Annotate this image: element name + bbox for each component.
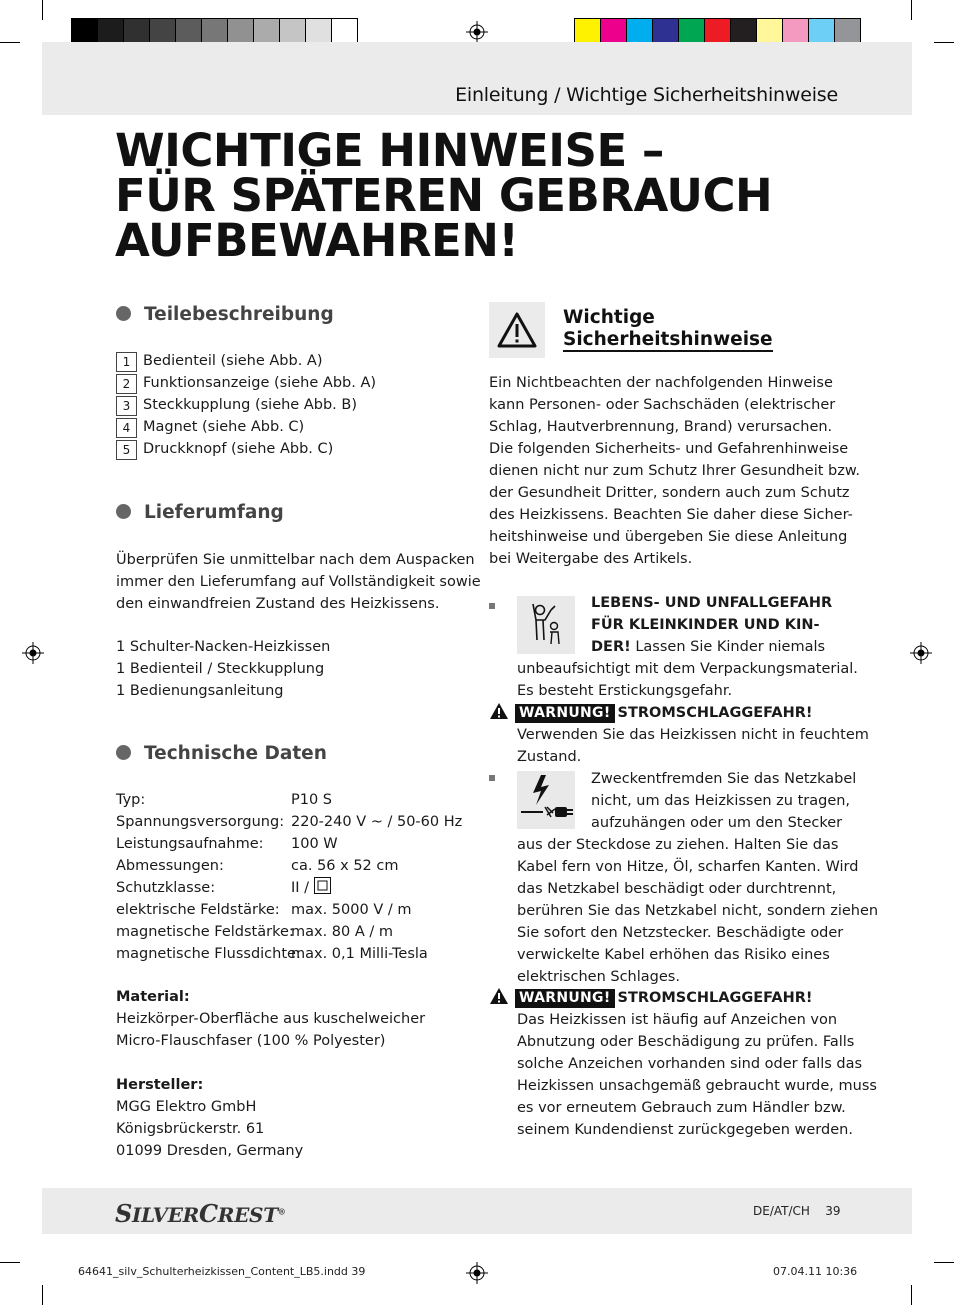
- page-title-line: FÜR SPÄTEREN GEBRAUCH: [115, 169, 773, 222]
- part-number: 5: [116, 440, 137, 460]
- manufacturer-block: Hersteller: MGG Elektro GmbH Königsbrückerstr. 61 01099 Dresden, Germany: [116, 1074, 303, 1162]
- cable-warning-pictogram: [517, 771, 575, 829]
- bullet-square-icon: [489, 775, 495, 781]
- page-title-line: WICHTIGE HINWEISE –: [115, 124, 664, 177]
- crop-mark: [42, 0, 43, 20]
- crop-mark: [934, 42, 954, 43]
- registration-mark-icon: [466, 21, 488, 43]
- warning-triangle-icon: [489, 702, 509, 720]
- specs-heading: Technische Daten: [116, 743, 327, 764]
- part-number: 3: [116, 396, 137, 416]
- warning-line: [489, 702, 813, 724]
- crop-mark: [42, 1285, 43, 1305]
- locale-label: DE/AT/CH: [753, 1204, 810, 1218]
- part-number: 2: [116, 374, 137, 394]
- material-label: Material:: [116, 989, 190, 1005]
- print-slug-date: 07.04.11 10:36: [773, 1265, 858, 1278]
- warning-line: [489, 987, 813, 1009]
- warning-triangle-icon: [489, 302, 545, 358]
- material-block: Material: Heizkörper-Oberfläche aus kuschelweicher Micro-Flauschfaser (100 % Polyester): [116, 986, 425, 1052]
- cable-warning-text-cont: aus der Steckdose zu ziehen. Halten Sie das Kabel fern von Hitze, Öl, scharfen Kanten. Wird das Netzkabel beschädigt oder durchtrennt, berühren Sie das Netzkabel nicht, sondern ziehen Sie sofort den Netzstecker. Beschädigte oder verwickelte Kabel erhöhen das Risiko eines elektrischen Schlages.: [517, 837, 879, 985]
- crop-mark: [911, 1285, 912, 1305]
- part-number: 4: [116, 418, 137, 438]
- bullet-dot-icon: [116, 745, 131, 760]
- part-label: Magnet (siehe Abb. C): [143, 419, 305, 435]
- protection-class-icon: [314, 877, 331, 894]
- child-warning-pictogram: [517, 596, 575, 654]
- electric-plug-icon: [517, 771, 575, 829]
- scope-item: 1 Bedienteil / Steckkupplung: [116, 661, 325, 677]
- part-number: 1: [116, 352, 137, 372]
- warning-text: Verwenden Sie das Heizkissen nicht in feuchtem Zustand.: [517, 727, 869, 765]
- registration-mark-icon: [466, 1262, 488, 1284]
- warning-triangle-box: [489, 302, 545, 358]
- silvercrest-logo: SILVERCREST®: [115, 1199, 286, 1228]
- part-label: Funktionsanzeige (siehe Abb. A): [143, 375, 377, 391]
- bullet-dot-icon: [116, 306, 131, 321]
- safety-heading: Wichtige Sicherheitshinweise: [563, 307, 773, 350]
- warning-title: STROMSCHLAGGEFAHR!: [617, 990, 813, 1006]
- page-title-line: AUFBEWAHREN!: [115, 214, 519, 267]
- warning-triangle-icon: [489, 987, 509, 1005]
- warning-badge: WARNUNG!: [515, 704, 615, 723]
- page-number: 39: [825, 1204, 841, 1218]
- scope-item: 1 Schulter-Nacken-Heizkissen: [116, 639, 331, 655]
- child-warning-text: LEBENS- UND UNFALLGEFAHR FÜR KLEINKINDER UND KIN- DER! Lassen Sie Kinder niemals: [591, 595, 833, 655]
- page-footer-info: [753, 1204, 840, 1218]
- section-header: Einleitung / Wichtige Sicherheitshinweise: [455, 84, 838, 106]
- crop-mark: [911, 0, 912, 20]
- warning-text: Das Heizkissen ist häufig auf Anzeichen von Abnutzung oder Beschädigung zu prüfen. Falls solche Anzeichen vorhanden sind oder falls das Heizkissen unsachgemäß gebraucht wurde, muss es vor erneutem Gebrauch zum Händler bzw. seinem Kundendienst zurückgegeben werden.: [517, 1012, 877, 1138]
- scope-intro: Überprüfen Sie unmittelbar nach dem Auspacken immer den Lieferumfang auf Vollständigkeit sowie den einwandfreien Zustand des Heizkissens.: [116, 552, 481, 612]
- crop-mark: [0, 1262, 20, 1263]
- crop-mark: [934, 1262, 954, 1263]
- registration-mark-icon: [910, 642, 932, 664]
- child-icon: [517, 596, 575, 654]
- bullet-square-icon: [489, 603, 495, 609]
- scope-item: 1 Bedienungsanleitung: [116, 683, 284, 699]
- part-label: Druckknopf (siehe Abb. C): [143, 441, 334, 457]
- cable-warning-text: Zweckentfremden Sie das Netzkabel nicht, um das Heizkissen zu tragen, aufzuhängen oder um den Stecker: [591, 771, 857, 831]
- scope-heading: Lieferumfang: [116, 502, 284, 523]
- part-label: Steckkupplung (siehe Abb. B): [143, 397, 357, 413]
- parts-heading: Teilebeschreibung: [116, 304, 334, 325]
- child-warning-text-cont: unbeaufsichtigt mit dem Verpackungsmaterial. Es besteht Erstickungsgefahr.: [517, 661, 858, 699]
- print-slug-file: 64641_silv_Schulterheizkissen_Content_LB5.indd 39: [78, 1265, 366, 1278]
- safety-intro: Ein Nichtbeachten der nachfolgenden Hinweise kann Personen- oder Sachschäden (elektrischer Schlag, Hautverbrennung, Brand) verursachen. Die folgenden Sicherheits- und Gefahrenhinweise dienen nicht nur zum Schutz Ihrer Gesundheit bzw. der Gesundheit Dritter, sondern auch zum Schutz des Heizkissens. Beachten Sie daher diese Sicher- heitshinweise und übergeben Sie diese Anleitung bei Weitergabe des Artikels.: [489, 375, 860, 567]
- warning-badge: WARNUNG!: [515, 989, 615, 1008]
- warning-title: STROMSCHLAGGEFAHR!: [617, 705, 813, 721]
- bullet-dot-icon: [116, 504, 131, 519]
- part-label: Bedienteil (siehe Abb. A): [143, 353, 323, 369]
- registration-mark-icon: [22, 642, 44, 664]
- manufacturer-label: Hersteller:: [116, 1077, 204, 1093]
- crop-mark: [0, 42, 20, 43]
- scope-list: [116, 636, 330, 702]
- page-title: [115, 124, 773, 267]
